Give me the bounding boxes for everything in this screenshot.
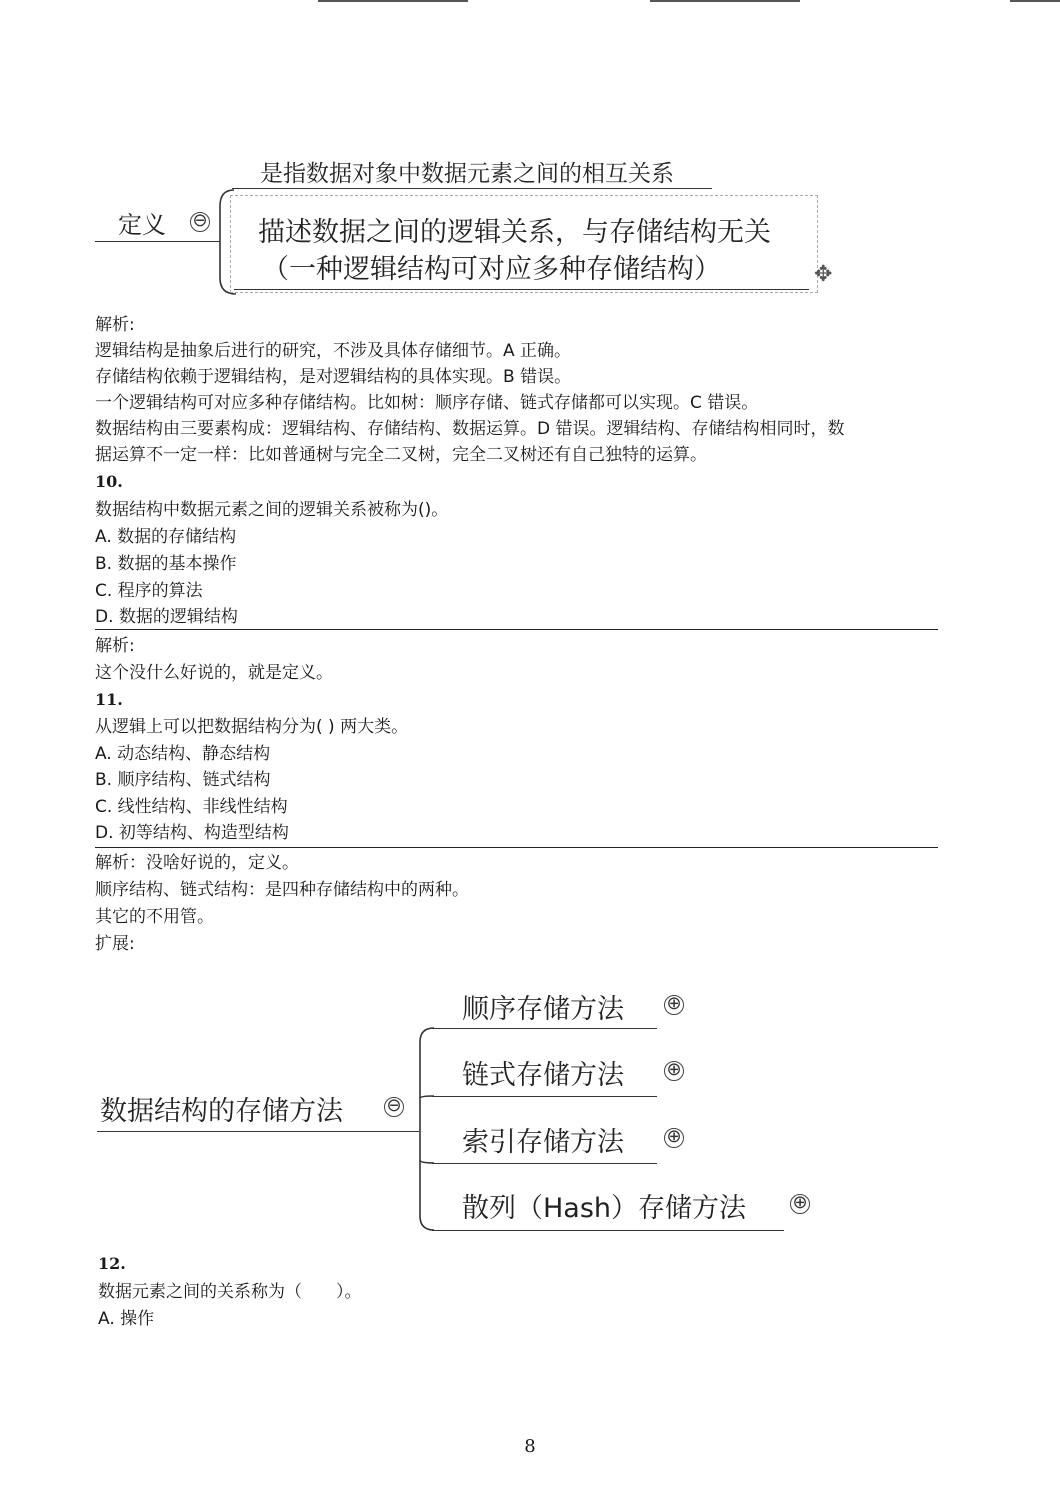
mindmap-child-index: 索引存储方法 [462, 1127, 624, 1158]
mindmap-child-underline [432, 1230, 784, 1231]
question-number: 11. [95, 690, 123, 709]
page-number: 8 [524, 1436, 536, 1457]
mindmap-child-1-underline [232, 188, 712, 189]
mindmap-child-2-line1: 描述数据之间的逻辑关系，与存储结构无关 [258, 217, 771, 248]
scan-mark [1010, 0, 1060, 2]
analysis-heading: 解析: [95, 315, 135, 335]
question-number: 12. [98, 1254, 126, 1273]
question-stem: 从逻辑上可以把数据结构分为( ) 两大类。 [95, 717, 409, 737]
expand-icon[interactable]: ⊕ [790, 1194, 810, 1214]
mindmap-root-underline [95, 241, 220, 242]
option-c: C. 线性结构、非线性结构 [95, 797, 288, 817]
analysis-line: 数据结构由三要素构成：逻辑结构、存储结构、数据运算。D 错误。逻辑结构、存储结构相同时，数 [95, 419, 845, 439]
move-icon[interactable]: ✥ [814, 262, 833, 287]
option-c: C. 程序的算法 [95, 581, 203, 601]
analysis-line: 据运算不一定一样：比如普通树与完全二叉树，完全二叉树还有自己独特的运算。 [95, 445, 707, 465]
expand-icon[interactable]: ⊕ [664, 995, 684, 1015]
option-b: B. 数据的基本操作 [95, 554, 237, 574]
mindmap-root: 数据结构的存储方法 [100, 1096, 343, 1127]
question-number: 10. [95, 472, 123, 491]
analysis-line: 一个逻辑结构可对应多种存储结构。比如树：顺序存储、链式存储都可以实现。C 错误。 [95, 393, 759, 413]
mindmap-child-2-line2: （一种逻辑结构可对应多种存储结构） [262, 254, 721, 285]
analysis-line: 这个没什么好说的，就是定义。 [95, 663, 333, 683]
scan-mark [650, 0, 800, 2]
scan-mark [318, 0, 468, 2]
divider [95, 629, 938, 630]
analysis-line: 扩展: [95, 934, 135, 954]
question-stem: 数据元素之间的关系称为（ ）。 [98, 1282, 362, 1302]
mindmap-child-underline [432, 1028, 657, 1029]
analysis-line: 逻辑结构是抽象后进行的研究，不涉及具体存储细节。A 正确。 [95, 341, 572, 361]
analysis-heading: 解析: [95, 636, 135, 656]
mindmap-child-underline [432, 1096, 657, 1097]
expand-icon[interactable]: ⊕ [664, 1061, 684, 1081]
mindmap-connectors [408, 1020, 438, 1235]
mindmap-child-sequential: 顺序存储方法 [462, 994, 624, 1025]
mindmap-child-linked: 链式存储方法 [462, 1060, 624, 1091]
option-d: D. 数据的逻辑结构 [95, 607, 238, 627]
analysis-line: 解析：没啥好说的，定义。 [95, 853, 299, 873]
mindmap-child-1: 是指数据对象中数据元素之间的相互关系 [260, 161, 674, 187]
collapse-icon[interactable]: ⊖ [190, 212, 210, 232]
mindmap-root: 定义 [118, 211, 166, 239]
mindmap-child-hash: 散列（Hash）存储方法 [462, 1193, 747, 1224]
divider [95, 847, 938, 848]
mindmap-child-underline [432, 1163, 657, 1164]
mindmap-child-2-underline [234, 289, 809, 290]
mindmap-root-underline [97, 1131, 419, 1132]
analysis-line: 存储结构依赖于逻辑结构，是对逻辑结构的具体实现。B 错误。 [95, 367, 572, 387]
option-a: A. 动态结构、静态结构 [95, 744, 271, 764]
option-d: D. 初等结构、构造型结构 [95, 823, 289, 843]
option-b: B. 顺序结构、链式结构 [95, 770, 271, 790]
expand-icon[interactable]: ⊕ [664, 1128, 684, 1148]
analysis-line: 顺序结构、链式结构：是四种存储结构中的两种。 [95, 880, 469, 900]
collapse-icon[interactable]: ⊖ [384, 1097, 404, 1117]
analysis-line: 其它的不用管。 [95, 907, 214, 927]
question-stem: 数据结构中数据元素之间的逻辑关系被称为()。 [95, 500, 449, 520]
option-a: A. 操作 [98, 1309, 155, 1329]
option-a: A. 数据的存储结构 [95, 527, 237, 547]
